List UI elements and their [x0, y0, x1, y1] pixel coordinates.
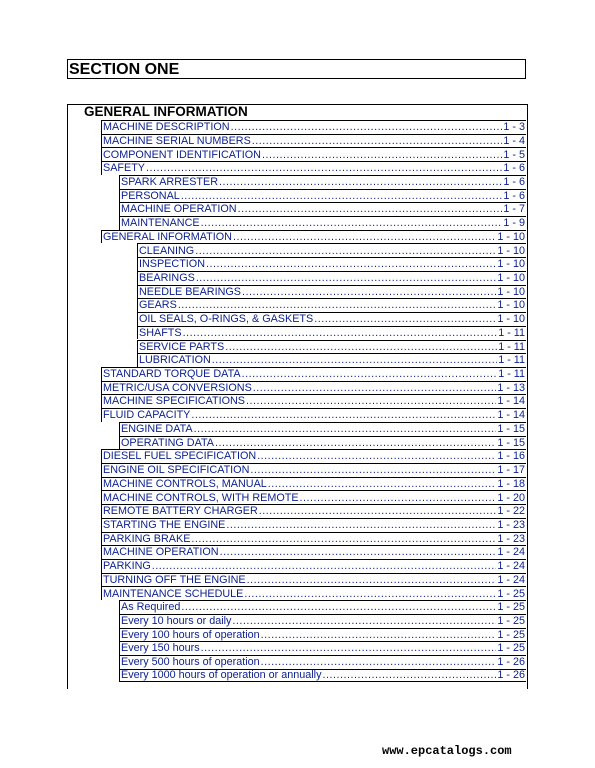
toc-entry[interactable]	[101, 504, 526, 518]
toc-entry-title: NEEDLE BEARINGS	[139, 285, 242, 298]
dot-leader	[322, 669, 496, 682]
toc-entry-page: 1 - 14	[497, 395, 525, 408]
dot-leader	[195, 245, 496, 258]
toc-entry-title: LUBRICATION	[139, 354, 211, 367]
toc-entry-title: Every 1000 hours of operation or annually	[121, 668, 322, 681]
toc-entry-page: 1 - 7	[503, 203, 525, 216]
toc-entry[interactable]	[101, 147, 526, 161]
toc-entry-title: STARTING THE ENGINE	[103, 518, 226, 531]
toc-entry[interactable]	[119, 202, 526, 216]
dot-leader	[152, 560, 497, 573]
toc-entry[interactable]	[101, 120, 526, 134]
toc-entry-title: Every 500 hours of operation	[121, 656, 260, 669]
dot-leader	[262, 149, 502, 162]
toc-entry-page: 1 - 10	[497, 244, 525, 257]
toc-entry[interactable]	[101, 408, 526, 422]
toc-entry-title: As Required	[121, 601, 181, 614]
dot-leader	[201, 217, 503, 230]
toc-entry[interactable]	[101, 545, 526, 559]
toc-entry-title: SAFETY	[103, 162, 145, 175]
dot-leader	[300, 492, 497, 505]
toc-entry-page: 1 - 22	[497, 505, 525, 518]
toc-entry-page: 1 - 10	[497, 272, 525, 284]
toc-entry[interactable]	[101, 367, 526, 381]
toc-entry-title: TURNING OFF THE ENGINE	[103, 573, 246, 586]
toc-entry-title: GEARS	[139, 299, 177, 312]
toc-entry-page: 1 - 11	[498, 354, 525, 367]
toc-entry-title: MACHINE OPERATION	[103, 546, 219, 559]
dot-leader	[314, 313, 496, 326]
toc-entry-page: 1 - 15	[497, 436, 525, 449]
toc-entry-page: 1 - 10	[497, 258, 525, 271]
toc-entry-title: PARKING BRAKE	[103, 532, 191, 545]
toc-entry-title: ENGINE OIL SPECIFICATION	[103, 464, 250, 477]
toc-entry-page: 1 - 24	[497, 560, 525, 573]
toc-entry-title: MACHINE SERIAL NUMBERS	[103, 134, 251, 147]
toc-entry-page: 1 - 25	[497, 601, 525, 614]
toc-entry[interactable]	[137, 285, 526, 299]
toc-entry[interactable]	[137, 340, 526, 354]
toc-entry-page: 1 - 17	[497, 464, 525, 477]
dot-leader	[215, 437, 496, 450]
toc-entry[interactable]	[119, 436, 526, 450]
dot-leader	[231, 121, 503, 134]
toc-entry-title: BEARINGS	[139, 272, 195, 284]
toc-entry[interactable]	[119, 628, 526, 642]
toc-entry[interactable]	[101, 490, 526, 504]
toc-entry-page: 1 - 26	[497, 656, 525, 669]
toc-entry[interactable]	[101, 381, 526, 395]
toc-entry-title: MAINTENANCE	[121, 217, 200, 230]
toc-entry-page: 1 - 10	[497, 230, 525, 243]
toc-entry[interactable]	[119, 216, 526, 230]
toc-entry-title: SERVICE PARTS	[139, 340, 225, 353]
dot-leader	[219, 176, 502, 189]
dot-leader	[220, 546, 497, 559]
toc-entry-title: METRIC/USA CONVERSIONS	[103, 381, 252, 394]
toc-entry-title: ENGINE DATA	[121, 422, 193, 435]
toc-entry-page: 1 - 16	[497, 450, 525, 463]
dot-leader	[242, 368, 498, 381]
toc-entry-title: COMPONENT IDENTIFICATION	[103, 148, 261, 161]
section-title: SECTION ONE	[67, 59, 526, 79]
toc-entry-page: 1 - 20	[497, 491, 525, 504]
toc-entry-page: 1 - 3	[503, 121, 525, 134]
toc-entry-title: PARKING	[103, 560, 151, 573]
dot-leader	[178, 299, 497, 312]
toc-entry-title: GENERAL INFORMATION	[103, 230, 232, 243]
toc-entry-page: 1 - 6	[503, 189, 525, 202]
toc-entry[interactable]	[101, 573, 526, 587]
toc-entry[interactable]	[137, 326, 526, 340]
toc-entry-page: 1 - 11	[498, 340, 525, 353]
dot-leader	[226, 519, 496, 532]
toc-entry-page: 1 - 6	[503, 175, 525, 188]
toc-entry[interactable]	[119, 600, 526, 614]
toc-entry[interactable]	[119, 189, 526, 203]
toc-entry-page: 1 - 6	[503, 162, 525, 175]
toc-entry-title: PERSONAL	[121, 189, 180, 202]
toc-entry-title: MACHINE DESCRIPTION	[103, 121, 230, 134]
toc-entry-page: 1 - 23	[497, 532, 525, 545]
dot-leader	[181, 601, 496, 614]
toc-entry[interactable]	[101, 559, 526, 573]
toc-entry-title: FLUID CAPACITY	[103, 409, 191, 422]
dot-leader	[233, 231, 496, 244]
toc-entry-page: 1 - 5	[503, 148, 525, 161]
dot-leader	[259, 505, 497, 518]
dot-leader	[181, 190, 503, 203]
toc-heading: GENERAL INFORMATION	[84, 104, 248, 119]
dot-leader	[252, 135, 503, 148]
toc-entry-page: 1 - 10	[497, 313, 525, 326]
toc-entry-page: 1 - 24	[497, 546, 525, 559]
toc-entry-title: OIL SEALS, O-RINGS, & GASKETS	[139, 313, 314, 326]
toc-entry-page: 1 - 15	[497, 422, 525, 435]
toc-entry-title: CLEANING	[139, 244, 195, 257]
dot-leader	[261, 629, 497, 642]
toc-entry[interactable]	[137, 271, 526, 285]
toc-entry-title: MACHINE SPECIFICATIONS	[103, 395, 245, 408]
toc-entry-page: 1 - 11	[498, 368, 525, 381]
toc-entry[interactable]	[101, 230, 526, 244]
dot-leader	[246, 395, 496, 408]
toc-entry[interactable]	[101, 477, 526, 491]
toc-entry[interactable]	[119, 669, 526, 683]
toc-entry[interactable]	[119, 641, 526, 655]
toc-entry[interactable]	[101, 586, 526, 600]
toc-entry[interactable]	[137, 243, 526, 257]
dot-leader	[206, 258, 496, 271]
toc-entry[interactable]	[119, 175, 526, 189]
dot-leader	[242, 286, 496, 299]
toc-entry-page: 1 - 9	[503, 217, 525, 230]
dot-leader	[244, 588, 496, 601]
dot-leader	[261, 656, 497, 669]
toc-entry-page: 1 - 13	[497, 381, 525, 394]
toc-entry-page: 1 - 25	[497, 615, 525, 627]
toc-entry[interactable]	[101, 518, 526, 532]
toc-entry[interactable]	[137, 298, 526, 312]
toc-entry-page: 1 - 4	[503, 134, 525, 147]
toc-entry-page: 1 - 24	[497, 573, 525, 586]
toc-entry[interactable]	[137, 353, 526, 367]
toc-entry[interactable]	[137, 312, 526, 326]
dot-leader	[247, 574, 497, 587]
toc-entry[interactable]	[101, 449, 526, 463]
toc-entry-title: SHAFTS	[139, 326, 182, 339]
toc-entry-title: INSPECTION	[139, 258, 205, 271]
toc-entry-title: OPERATING DATA	[121, 436, 214, 449]
toc-entry[interactable]	[101, 463, 526, 477]
toc-entry-page: 1 - 25	[497, 587, 525, 600]
toc-entry-page: 1 - 23	[497, 518, 525, 531]
watermark: www.epcatalogs.com	[382, 744, 512, 758]
dot-leader	[196, 272, 497, 285]
toc-entry-title: MAINTENANCE SCHEDULE	[103, 587, 244, 600]
dot-leader	[232, 615, 496, 628]
toc-entry-title: Every 10 hours or daily	[121, 615, 232, 627]
dot-leader	[191, 533, 496, 546]
toc-entry-title: DIESEL FUEL SPECIFICATION	[103, 450, 257, 463]
dot-leader	[225, 341, 497, 354]
toc-entry-page: 1 - 25	[497, 628, 525, 641]
toc-entry[interactable]	[101, 134, 526, 148]
toc-entry[interactable]	[119, 422, 526, 436]
dot-leader	[257, 450, 496, 463]
toc-entry-page: 1 - 26	[497, 668, 525, 681]
dot-leader	[212, 354, 497, 367]
toc-entry[interactable]	[101, 394, 526, 408]
toc-entry-page: 1 - 11	[498, 326, 525, 339]
toc-entry-title: MACHINE CONTROLS, WITH REMOTE	[103, 491, 299, 504]
toc-entry-title: REMOTE BATTERY CHARGER	[103, 505, 258, 518]
dot-leader	[194, 423, 497, 436]
toc-entry[interactable]	[119, 614, 526, 628]
dot-leader	[250, 464, 496, 477]
toc-entry[interactable]	[101, 161, 526, 175]
dot-leader	[253, 382, 497, 395]
toc-entry-page: 1 - 25	[497, 642, 525, 655]
toc-entry-title: MACHINE OPERATION	[121, 203, 237, 216]
dot-leader	[191, 409, 496, 422]
toc-entry-page: 1 - 18	[497, 477, 525, 490]
toc-entry[interactable]	[137, 257, 526, 271]
toc-entry[interactable]	[119, 655, 526, 669]
toc-entry-title: Every 100 hours of operation	[121, 628, 260, 641]
toc-entry-title: Every 150 hours	[121, 642, 200, 655]
toc-entry-page: 1 - 10	[497, 285, 525, 298]
toc-entry-page: 1 - 14	[497, 409, 525, 422]
dot-leader	[201, 642, 497, 655]
toc-entry[interactable]	[101, 532, 526, 546]
toc-entry-title: STANDARD TORQUE DATA	[103, 368, 241, 381]
toc-entry-title: SPARK ARRESTER	[121, 175, 218, 188]
toc-entry-page: 1 - 10	[497, 299, 525, 312]
toc-entry-title: MACHINE CONTROLS, MANUAL	[103, 477, 267, 490]
dot-leader	[146, 162, 502, 175]
dot-leader	[268, 478, 497, 491]
dot-leader	[238, 203, 503, 216]
dot-leader	[183, 327, 498, 340]
